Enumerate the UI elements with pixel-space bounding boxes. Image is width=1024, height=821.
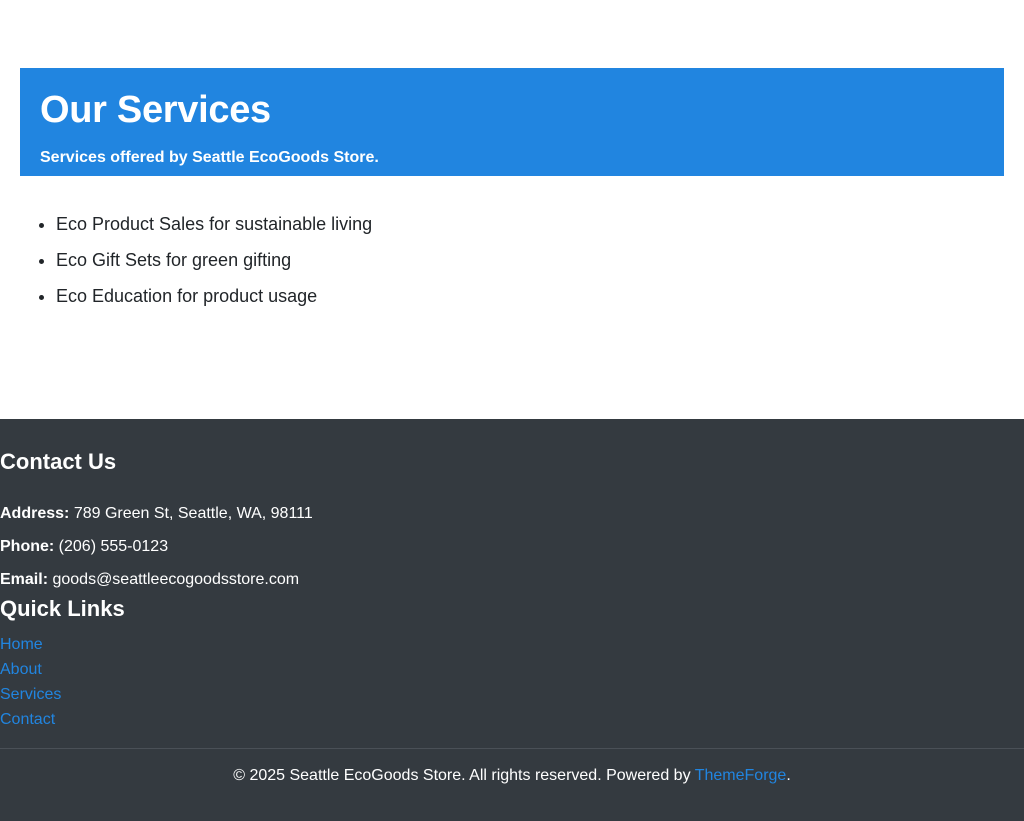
copyright-bar [0,765,1024,787]
services-section [20,206,1004,314]
email-value: goods@seattleecogoodsstore.com [52,571,300,588]
footer-link-home[interactable]: Home [0,636,43,653]
contact-heading: Contact Us [0,449,117,474]
phone-line [0,530,1024,563]
quick-links-heading: Quick Links [0,596,125,621]
page-title: Our Services [40,89,271,131]
address-value: 789 Green St, Seattle, WA, 98111 [73,505,313,522]
footer-link-contact[interactable]: Contact [0,711,56,728]
themeforge-link[interactable]: ThemeForge [694,767,787,784]
footer-divider [0,748,1024,749]
list-item: • Eco Gift Sets for green gifting [56,242,1004,278]
services-list [20,206,1004,314]
address-line [0,497,1024,530]
address-label: Address: [0,505,70,522]
list-item: • Eco Product Sales for sustainable living [56,206,1004,242]
site-footer [0,419,1024,821]
email-line [0,563,1024,596]
footer-content [0,419,1024,732]
phone-value: (206) 555-0123 [58,538,169,555]
contact-details [0,497,1024,596]
footer-link-services[interactable]: Services [0,686,62,703]
hero-banner [20,68,1004,176]
list-item: • Eco Education for product usage [56,278,1004,314]
hero-subtitle: Services offered by Seattle EcoGoods Store. [40,149,379,166]
phone-label: Phone: [0,538,55,555]
quick-links-nav [0,632,1024,732]
footer-link-about[interactable]: About [0,661,42,678]
email-label: Email: [0,571,49,588]
copyright-suffix: . [786,767,791,784]
copyright-text: © 2025 Seattle EcoGoods Store. All rights reserved. Powered by [233,767,695,784]
